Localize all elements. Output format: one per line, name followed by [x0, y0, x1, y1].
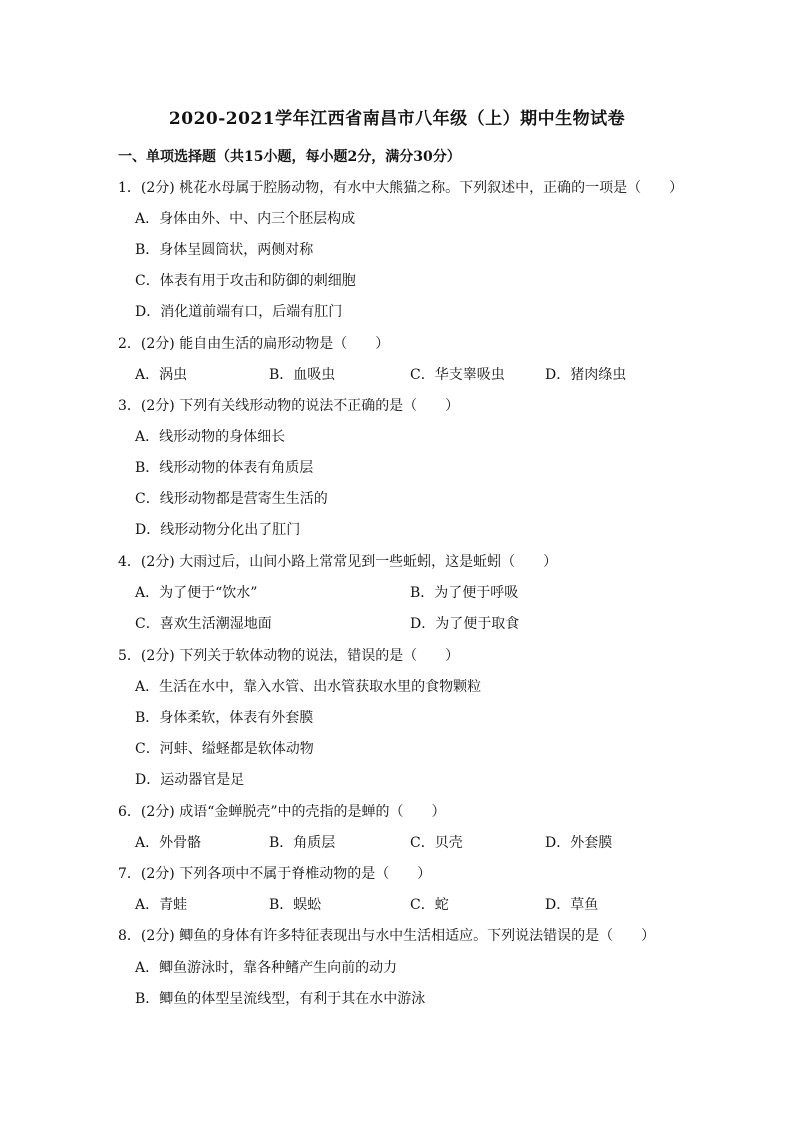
- question-8-stem: 8．(2分) 鲫鱼的身体有许多特征表现出与水中生活相适应。下列说法错误的是（ ）: [118, 928, 656, 944]
- question-3-option-b: B．线形动物的体表有角质层: [135, 460, 314, 476]
- question-7-option-a: A．青蛙: [135, 897, 188, 913]
- question-3-option-d: D．线形动物分化出了肛门: [135, 522, 301, 538]
- question-1-option-b: B．身体呈圆筒状，两侧对称: [135, 242, 314, 258]
- question-6-stem: 6．(2分) 成语“金蝉脱壳”中的壳指的是蝉的（ ）: [118, 804, 446, 820]
- question-6-option-b: B．角质层: [269, 835, 336, 851]
- question-7-stem: 7．(2分) 下列各项中不属于脊椎动物的是（ ）: [118, 866, 432, 882]
- question-7-option-d: D．草鱼: [545, 897, 599, 913]
- question-5-option-c: C．河蚌、缢蛏都是软体动物: [135, 741, 314, 757]
- question-6-option-c: C．贝壳: [410, 835, 463, 851]
- question-2-option-b: B．血吸虫: [269, 367, 336, 383]
- question-1-option-c: C．体表有用于攻击和防御的刺细胞: [135, 273, 356, 289]
- question-2-option-d: D．猪肉绦虫: [545, 367, 627, 383]
- question-2-option-a: A．涡虫: [135, 367, 188, 383]
- question-3-option-c: C．线形动物都是营寄生生活的: [135, 491, 328, 507]
- question-3-stem: 3．(2分) 下列有关线形动物的说法不正确的是（ ）: [118, 398, 460, 414]
- question-4-option-b: B．为了便于呼吸: [410, 585, 519, 601]
- question-2-option-c: C．华支睾吸虫: [410, 367, 505, 383]
- question-1-option-d: D．消化道前端有口，后端有肛门: [135, 304, 343, 320]
- question-4-option-a: A．为了便于“饮水”: [135, 585, 258, 601]
- question-6-option-a: A．外骨骼: [135, 835, 202, 851]
- question-7-option-b: B．蜈蚣: [269, 897, 322, 913]
- question-5-option-b: B．身体柔软，体表有外套膜: [135, 710, 314, 726]
- question-4-option-d: D．为了便于取食: [410, 616, 520, 632]
- question-3-option-a: A．线形动物的身体细长: [135, 429, 286, 445]
- question-8-option-a: A．鲫鱼游泳时，靠各种鳍产生向前的动力: [135, 960, 398, 976]
- question-5-option-a: A．生活在水中，靠入水管、出水管获取水里的食物颗粒: [135, 679, 482, 695]
- section-heading: 一、单项选择题（共15小题，每小题2分，满分30分）: [118, 149, 461, 165]
- question-5-stem: 5．(2分) 下列关于软体动物的说法，错误的是（ ）: [118, 648, 460, 664]
- question-1-option-a: A．身体由外、中、内三个胚层构成: [135, 211, 356, 227]
- question-1-stem: 1．(2分) 桃花水母属于腔肠动物，有水中大熊猫之称。下列叙述中，正确的一项是（ ）: [118, 180, 684, 196]
- page-title: 2020-2021学年江西省南昌市八年级（上）期中生物试卷: [168, 109, 626, 129]
- question-4-stem: 4．(2分) 大雨过后，山间小路上常常见到一些蚯蚓，这是蚯蚓（ ）: [118, 554, 558, 570]
- question-6-option-d: D．外套膜: [545, 835, 613, 851]
- question-4-option-c: C．喜欢生活潮湿地面: [135, 616, 272, 632]
- question-5-option-d: D．运动器官是足: [135, 772, 245, 788]
- question-2-stem: 2．(2分) 能自由生活的扁形动物是（ ）: [118, 336, 390, 352]
- question-8-option-b: B．鲫鱼的体型呈流线型，有利于其在水中游泳: [135, 991, 426, 1007]
- question-7-option-c: C．蛇: [410, 897, 449, 913]
